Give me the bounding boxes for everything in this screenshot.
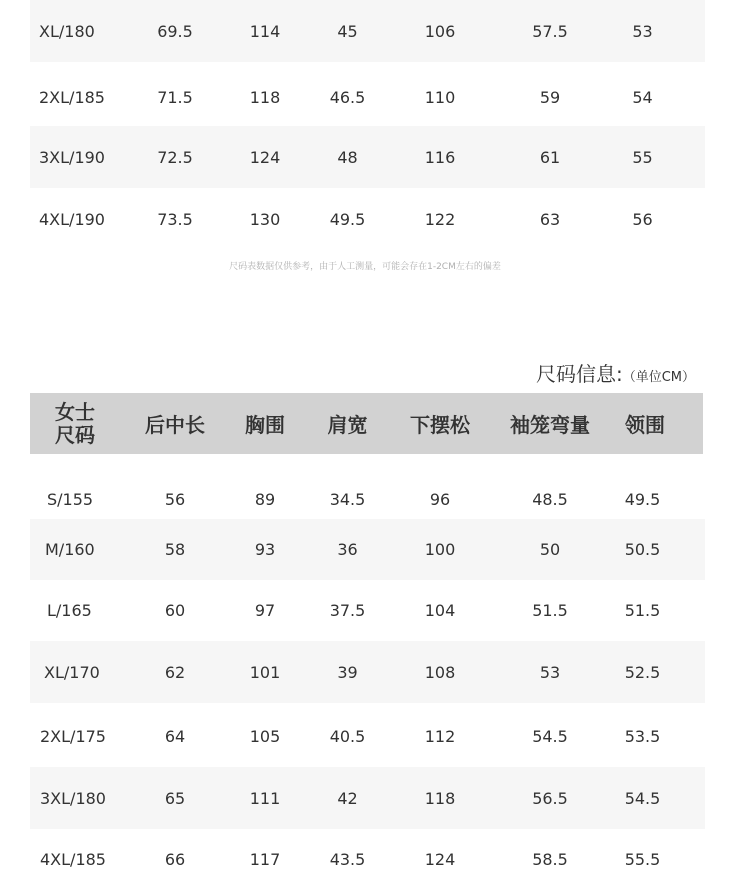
table-row xyxy=(30,0,705,62)
hem-cell: 100 xyxy=(424,540,456,559)
chest-cell: 114 xyxy=(249,21,281,41)
chest-cell: 118 xyxy=(249,87,281,107)
back-length-cell: 60 xyxy=(164,600,186,620)
table-header xyxy=(30,393,703,454)
size-cell: 3XL/180 xyxy=(40,788,106,808)
armhole-cell: 54.5 xyxy=(532,726,568,746)
hem-cell: 112 xyxy=(424,726,456,746)
armhole-cell: 59 xyxy=(539,87,561,107)
back-length-cell: 62 xyxy=(164,662,186,682)
collar-cell: 54 xyxy=(632,87,653,107)
hem-cell: 124 xyxy=(424,849,456,869)
size-cell: S/155 xyxy=(47,489,94,509)
header-size xyxy=(40,393,110,454)
size-cell: 2XL/175 xyxy=(40,726,106,746)
shoulder-cell: 36 xyxy=(337,540,358,559)
back-length-cell: 72.5 xyxy=(157,147,193,167)
header-chest: 胸围 xyxy=(245,413,285,437)
back-length-cell: 66 xyxy=(164,849,186,869)
table-row xyxy=(30,582,705,638)
collar-cell: 56 xyxy=(632,209,653,229)
armhole-cell: 48.5 xyxy=(532,489,568,509)
shoulder-cell: 39 xyxy=(337,662,358,682)
size-cell: 3XL/190 xyxy=(39,147,105,167)
hem-cell: 104 xyxy=(424,600,456,620)
back-length-cell: 69.5 xyxy=(157,21,193,41)
size-info-label: 尺码信息: xyxy=(535,362,623,386)
shoulder-cell: 37.5 xyxy=(329,600,366,620)
chest-cell: 124 xyxy=(249,147,281,167)
header-armhole: 袖笼弯量 xyxy=(510,413,590,437)
collar-cell: 55.5 xyxy=(624,849,661,869)
collar-cell: 51.5 xyxy=(624,600,661,620)
shoulder-cell: 42 xyxy=(337,788,358,808)
header-back-length: 后中长 xyxy=(145,413,205,437)
hem-cell: 118 xyxy=(424,788,456,808)
chest-cell: 101 xyxy=(249,662,281,682)
armhole-cell: 57.5 xyxy=(532,21,568,41)
size-info-title xyxy=(536,358,695,387)
collar-cell: 55 xyxy=(632,147,653,167)
collar-cell: 52.5 xyxy=(624,662,661,682)
header-collar: 领围 xyxy=(625,413,665,437)
back-length-cell: 58 xyxy=(164,540,186,559)
hem-cell: 116 xyxy=(424,147,456,167)
back-length-cell: 64 xyxy=(164,726,186,746)
back-length-cell: 56 xyxy=(164,489,186,509)
size-cell: 4XL/185 xyxy=(40,849,106,869)
back-length-cell: 73.5 xyxy=(157,209,193,229)
collar-cell: 53 xyxy=(632,21,653,41)
collar-cell: 53.5 xyxy=(624,726,661,746)
table-row xyxy=(30,519,705,580)
armhole-cell: 58.5 xyxy=(532,849,568,869)
hem-cell: 110 xyxy=(424,87,456,107)
hem-cell: 96 xyxy=(429,489,451,509)
table-row xyxy=(30,641,705,703)
shoulder-cell: 45 xyxy=(337,21,358,41)
back-length-cell: 71.5 xyxy=(157,87,193,107)
collar-cell: 50.5 xyxy=(624,540,661,559)
shoulder-cell: 43.5 xyxy=(329,849,366,869)
header-shoulder: 肩宽 xyxy=(327,413,368,437)
back-length-cell: 65 xyxy=(164,788,186,808)
header-size-line2: 尺码 xyxy=(55,422,95,447)
size-cell: M/160 xyxy=(45,540,95,559)
table-row xyxy=(30,706,705,766)
armhole-cell: 61 xyxy=(539,147,561,167)
hem-cell: 106 xyxy=(424,21,456,41)
chest-cell: 130 xyxy=(249,209,281,229)
shoulder-cell: 49.5 xyxy=(329,209,366,229)
hem-cell: 122 xyxy=(424,209,456,229)
collar-cell: 49.5 xyxy=(624,489,661,509)
table-row xyxy=(30,190,705,248)
chest-cell: 111 xyxy=(249,788,281,808)
size-cell: 2XL/185 xyxy=(39,87,105,107)
chest-cell: 97 xyxy=(254,600,276,620)
chest-cell: 105 xyxy=(249,726,281,746)
chest-cell: 93 xyxy=(254,540,276,559)
shoulder-cell: 40.5 xyxy=(329,726,366,746)
armhole-cell: 56.5 xyxy=(532,788,568,808)
table-row xyxy=(30,767,705,829)
chest-cell: 89 xyxy=(254,489,276,509)
armhole-cell: 51.5 xyxy=(532,600,568,620)
header-size-line1: 女士 xyxy=(55,399,95,424)
size-cell: L/165 xyxy=(47,600,92,620)
table-row xyxy=(30,126,705,188)
collar-cell: 54.5 xyxy=(624,788,661,808)
header-hem: 下摆松 xyxy=(410,413,470,437)
armhole-cell: 53 xyxy=(539,662,561,682)
hem-cell: 108 xyxy=(424,662,456,682)
table-row xyxy=(30,831,705,887)
measurement-disclaimer: 尺码表数据仅供参考，由于人工测量，可能会存在1-2CM左右的偏差 xyxy=(229,262,501,272)
size-cell: 4XL/190 xyxy=(39,209,105,229)
chest-cell: 117 xyxy=(249,849,281,869)
armhole-cell: 63 xyxy=(539,209,561,229)
armhole-cell: 50 xyxy=(539,540,561,559)
shoulder-cell: 48 xyxy=(337,147,358,167)
table-row xyxy=(30,66,705,128)
shoulder-cell: 34.5 xyxy=(329,489,366,509)
unit-label: （单位CM） xyxy=(622,370,695,385)
size-cell: XL/170 xyxy=(44,662,100,682)
shoulder-cell: 46.5 xyxy=(329,87,366,107)
size-cell: XL/180 xyxy=(39,21,95,41)
